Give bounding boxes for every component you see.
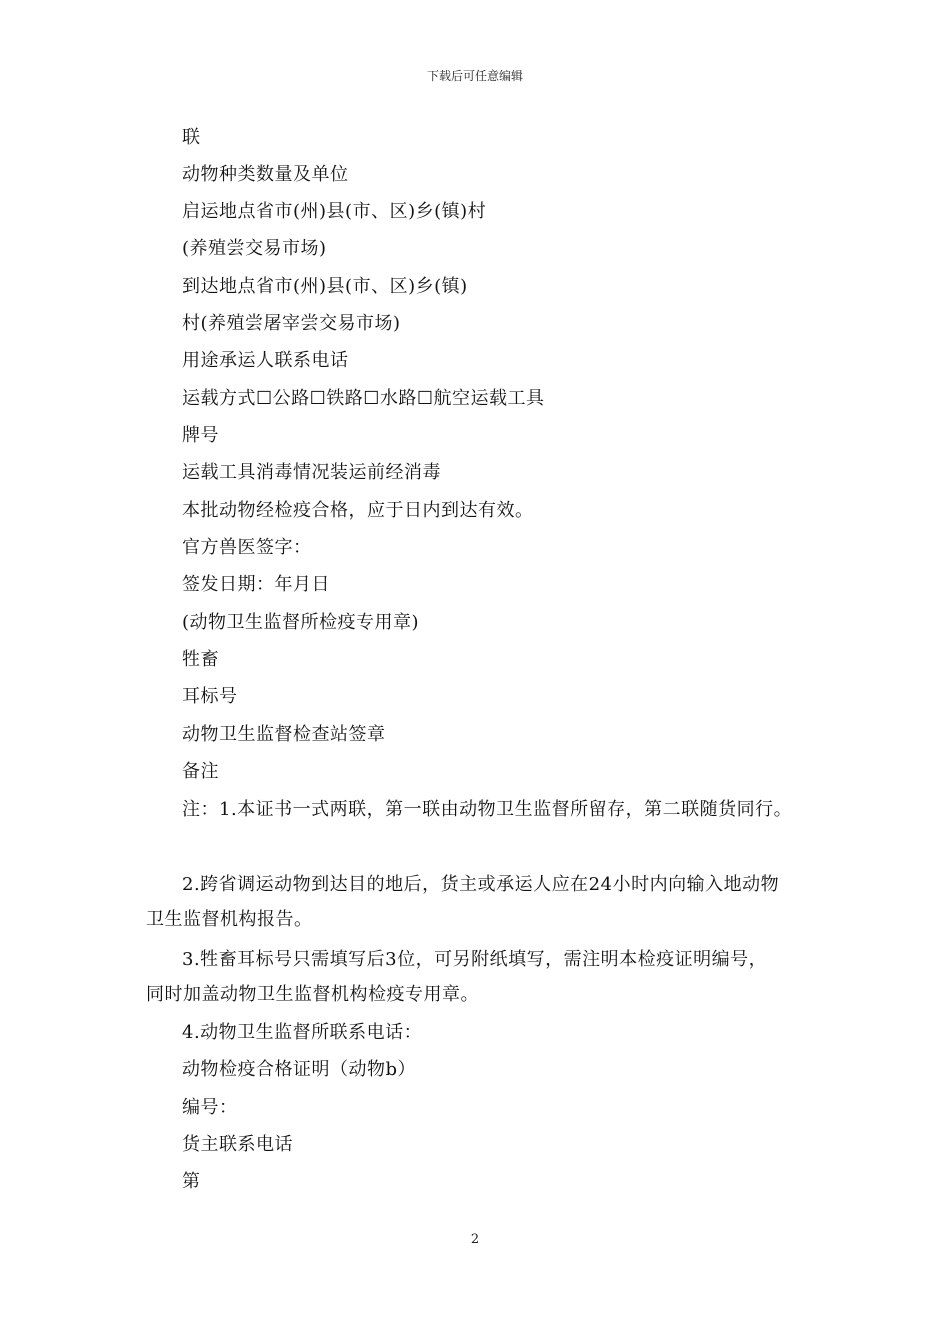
text-line: 联	[182, 127, 201, 148]
text-line: 货主联系电话	[182, 1134, 293, 1155]
text-line: 用途承运人联系电话	[182, 350, 349, 371]
text-line: 启运地点省市(州)县(市、区)乡(镇)村	[182, 201, 487, 222]
text-line: 编号：	[182, 1097, 238, 1118]
text-line: 运载工具消毒情况装运前经消毒	[182, 462, 441, 483]
text-line: 牌号	[182, 425, 219, 446]
note-line: 注：1.本证书一式两联，第一联由动物卫生监督所留存，第二联随货同行。	[182, 799, 793, 820]
note-line: 卫生监督机构报告。	[146, 909, 313, 930]
text-line: 第	[182, 1171, 201, 1192]
text-line: 动物种类数量及单位	[182, 164, 349, 185]
page-header: 下载后可任意编辑	[426, 69, 523, 83]
text-line: 牲畜	[182, 649, 219, 670]
text-line: (养殖尝交易市场)	[182, 238, 327, 259]
text-line: 运载方式☐公路☐铁路☐水路☐航空运载工具	[182, 388, 545, 409]
text-line: 备注	[182, 761, 219, 782]
note-line: 2.跨省调运动物到达目的地后，货主或承运人应在24小时内向输入地动物	[182, 874, 780, 895]
text-line: 动物卫生监督检查站签章	[182, 724, 386, 745]
text-line: 到达地点省市(州)县(市、区)乡(镇)	[182, 276, 468, 297]
note-line: 4.动物卫生监督所联系电话：	[182, 1022, 423, 1043]
text-line: 官方兽医签字：	[182, 537, 312, 558]
page-number: 2	[470, 1232, 480, 1247]
note-line: 同时加盖动物卫生监督机构检疫专用章。	[146, 984, 479, 1005]
text-line: (动物卫生监督所检疫专用章)	[182, 612, 420, 633]
text-line: 村(养殖尝屠宰尝交易市场)	[182, 313, 401, 334]
text-line: 动物检疫合格证明（动物b）	[182, 1059, 417, 1080]
text-line: 本批动物经检疫合格，应于日内到达有效。	[182, 500, 534, 521]
note-line: 3.牲畜耳标号只需填写后3位，可另附纸填写，需注明本检疫证明编号，	[182, 949, 768, 970]
text-line: 签发日期：年月日	[182, 574, 330, 595]
text-line: 耳标号	[182, 686, 238, 707]
